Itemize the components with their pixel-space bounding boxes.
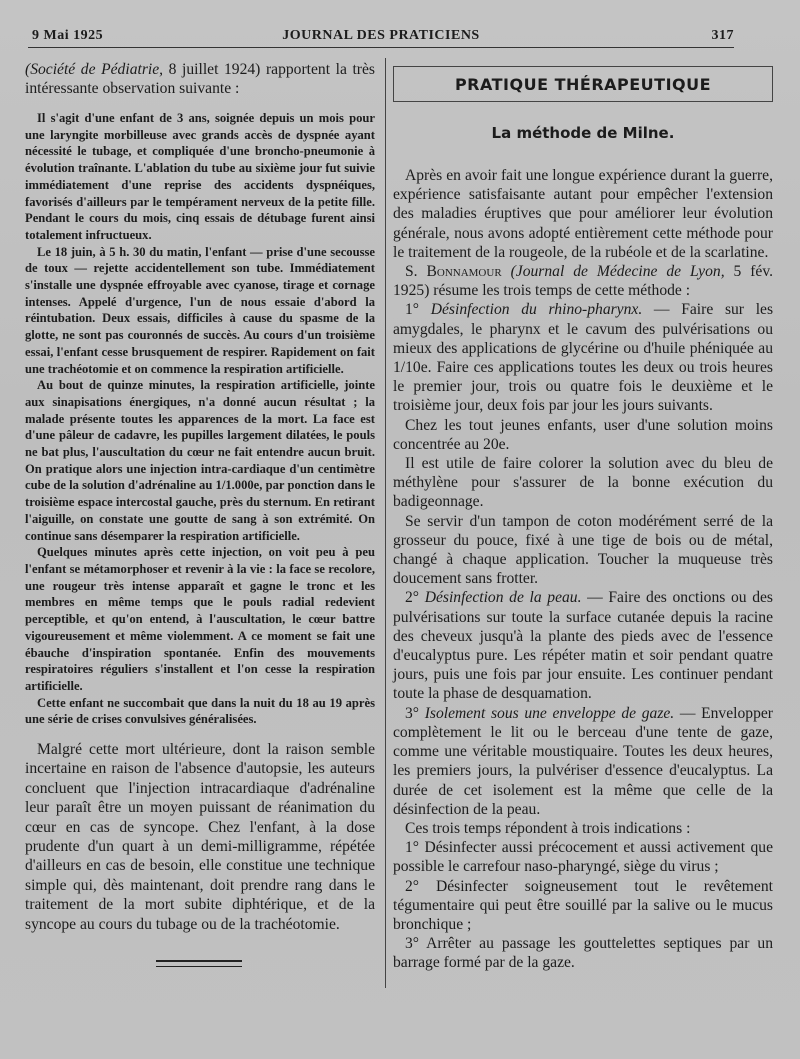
journal-title: JOURNAL DES PRATICIENS [282, 28, 480, 43]
source-paragraph [393, 262, 773, 300]
left-column [25, 60, 375, 934]
step-2 [393, 588, 773, 703]
step-title: Isolement sous une enveloppe de gaze. [424, 704, 675, 722]
step-number: 2° [405, 589, 425, 607]
step-number: 3° [405, 704, 425, 722]
source-text: 5 fév. 1925) résume les trois temps de cette méthode : [393, 263, 774, 300]
children-paragraph: Chez les tout jeunes enfants, user d'une solution moins concentrée au 20e. [393, 416, 773, 453]
conclusion [25, 740, 375, 934]
step-text: — Envelopper complètement le lit ou le berceau d'une tente de gaze, comme une véritable moustiquaire. Toutes les deux heures, les premiers jours, la pulvériser d'essence d'eucalyptus. La durée de cet isolement est la même que celle de la désinfection de la peau. [393, 704, 773, 818]
case-paragraph: Quelques minutes après cette injection, on voit peu à peu l'enfant se métamorphoser et revenir à la vie : la face se recolore, une rougeur très intense apparaît et gagne le tronc et les membres en même temps que le pouls radial redevient perceptible, et qu'on entend, à l'auscultation, le cœur battre vigoureusement et même violemment. A ce moment se fait une ébauche d'inspiration spontanée. Enfin des mouvements respiratoires réguliers s'installent et l'on cesse la respiration artificielle. [25, 545, 375, 693]
step-1 [393, 300, 773, 415]
case-paragraph: Cette enfant ne succombait que dans la nuit du 18 au 19 après une série de crises convulsives généralisées. [25, 695, 375, 727]
step-text: — Faire sur les amygdales, le pharynx et le cavum des pulvérisations ou mieux des applications de glycérine ou d'huile phéniquée au 1/10e. Faire ces applications toutes les deux ou trois heures le premier jour, trois ou quatre fois le deuxième et le troisième jour, deux fois par jour les jours suivants. [393, 301, 774, 415]
column-divider [385, 58, 386, 988]
issue-date: 9 Mai 1925 [32, 28, 104, 43]
step-number: 1° [405, 301, 431, 319]
step-title: Désinfection du rhino-pharynx. [430, 301, 643, 319]
journal-reference: (Journal de Médecine de Lyon, [510, 263, 725, 281]
end-of-article-rule [156, 960, 242, 967]
step-title: Désinfection de la peau. [424, 589, 582, 607]
conclusion-paragraph: Malgré cette mort ultérieure, dont la raison semble incertaine en raison de l'absence d'autopsie, les auteurs concluent que l'injection intracardiaque d'adrénaline leur paraît être un moyen puissant de réanimation du cœur en cas de syncope. Chez l'enfant, à la dose prudente d'un quart à un demi-milligramme, répétée d'ailleurs en cas de besoin, elle constitue une technique simple qui, dès maintenant, doit prendre rang dans le traitement de la mort subite diphtérique, et de la syncope au cours du tubage ou de la trachéotomie. [25, 741, 375, 933]
right-column [393, 66, 773, 973]
author-name: S. Bonnamour [405, 263, 502, 281]
lead-text: 8 juillet 1924) rapportent la très intéressante observation suivante : [25, 61, 375, 97]
intro-paragraph: Après en avoir fait une longue expérience durant la guerre, expérience satisfaisante autant pour empêcher l'extension des maladies éruptives que pour améliorer leur évolution générale, nous avons adopté entièrement cette méthode pour le traitement de la rougeole, de la rubéole et de la scarlatine. [393, 167, 773, 261]
step-text: — Faire des onctions ou des pulvérisations sur toute la surface cutanée depuis la racine des cheveux jusqu'à la plante des pieds avec de l'essence d'eucalyptus pure. Les répéter matin et soir pendant quatre jours, puis une fois par jour ensuite. Les continuer pendant toute la phase de desquamation. [393, 589, 773, 703]
lead-source: (Société de Pédiatrie, [25, 61, 164, 78]
indication-item: 1° Désinfecter aussi précocement et aussi activement que possible le carrefour naso-pharyngé, siège du virus ; [393, 839, 773, 876]
lead-paragraph [25, 60, 375, 98]
header-rule [28, 47, 734, 48]
section-heading: PRATIQUE THÉRAPEUTIQUE [393, 66, 773, 102]
page-number: 317 [711, 28, 734, 43]
article-body [393, 166, 773, 973]
tampon-paragraph: Se servir d'un tampon de coton modérément serré de la grosseur du pouce, fixé à une tige de bois ou de métal, changé à chaque application. Toucher la muqueuse très doucement sans frotter. [393, 512, 773, 588]
case-paragraph: Le 18 juin, à 5 h. 30 du matin, l'enfant — prise d'une secousse de toux — rejette accidentellement son tube. Immédiatement s'installe une dyspnée effroyable avec cyanose, tirage et cornage intenses. Appelé d'urgence, l'un de nous essaie d'abord la réintubation. Deux essais, difficiles à cause du spasme de la glotte, ne sont pas couronnés de succès. Au cours d'un troisième essai, l'enfant cesse brusquement de respirer. Rapidement on fait une trachéotomie et on commence la respiration artificielle. [25, 244, 375, 376]
running-header [28, 28, 734, 48]
indication-item: 3° Arrêter au passage les gouttelettes septiques par un barrage formé par de la gaze. [393, 935, 773, 972]
step-3 [393, 704, 773, 819]
color-paragraph: Il est utile de faire colorer la solution avec du bleu de méthylène pour s'assurer de la bonne exécution du badigeonnage. [393, 455, 773, 511]
article-title: La méthode de Milne. [491, 124, 675, 142]
case-paragraph: Il s'agit d'une enfant de 3 ans, soignée depuis un mois pour une laryngite morbilleuse avec grands accès de dyspnée ayant nécessité le tubage, et compliquée d'une broncho-pneumonie à évolution traînante. L'ablation du tube au sixième jour fut suivie immédiatement d'une reprise des accidents dyspnéiques, favorisés d'ailleurs par le tempérament nerveux de la petite fille. Pendant le cours du mois, cinq essais de détubage furent ainsi totalement infructueux. [25, 111, 375, 242]
case-paragraph: Au bout de quinze minutes, la respiration artificielle, jointe aux sinapisations énergiques, n'a donné aucun résultat ; la malade présente toutes les apparences de la mort. La face est d'une pâleur de cadavre, les pupilles largement dilatées, le pouls ne bat plus, l'auscultation du cœur ne fait entendre aucun bruit. On pratique alors une injection intra-cardiaque d'un centimètre cube de la solution d'adrénaline au 1/1.000e, par ponction dans le troisième espace intercostal gauche, près du sternum. En retirant l'aiguille, on constate une goutte de sang à son extrémité. On continue sans désemparer la respiration artificielle. [25, 378, 375, 543]
indication-item: 2° Désinfecter soigneusement tout le revêtement tégumentaire qui peut être souillé par la salive ou le mucus bronchique ; [393, 877, 773, 933]
case-report [25, 110, 375, 728]
indications-intro: Ces trois temps répondent à trois indications : [405, 819, 691, 837]
